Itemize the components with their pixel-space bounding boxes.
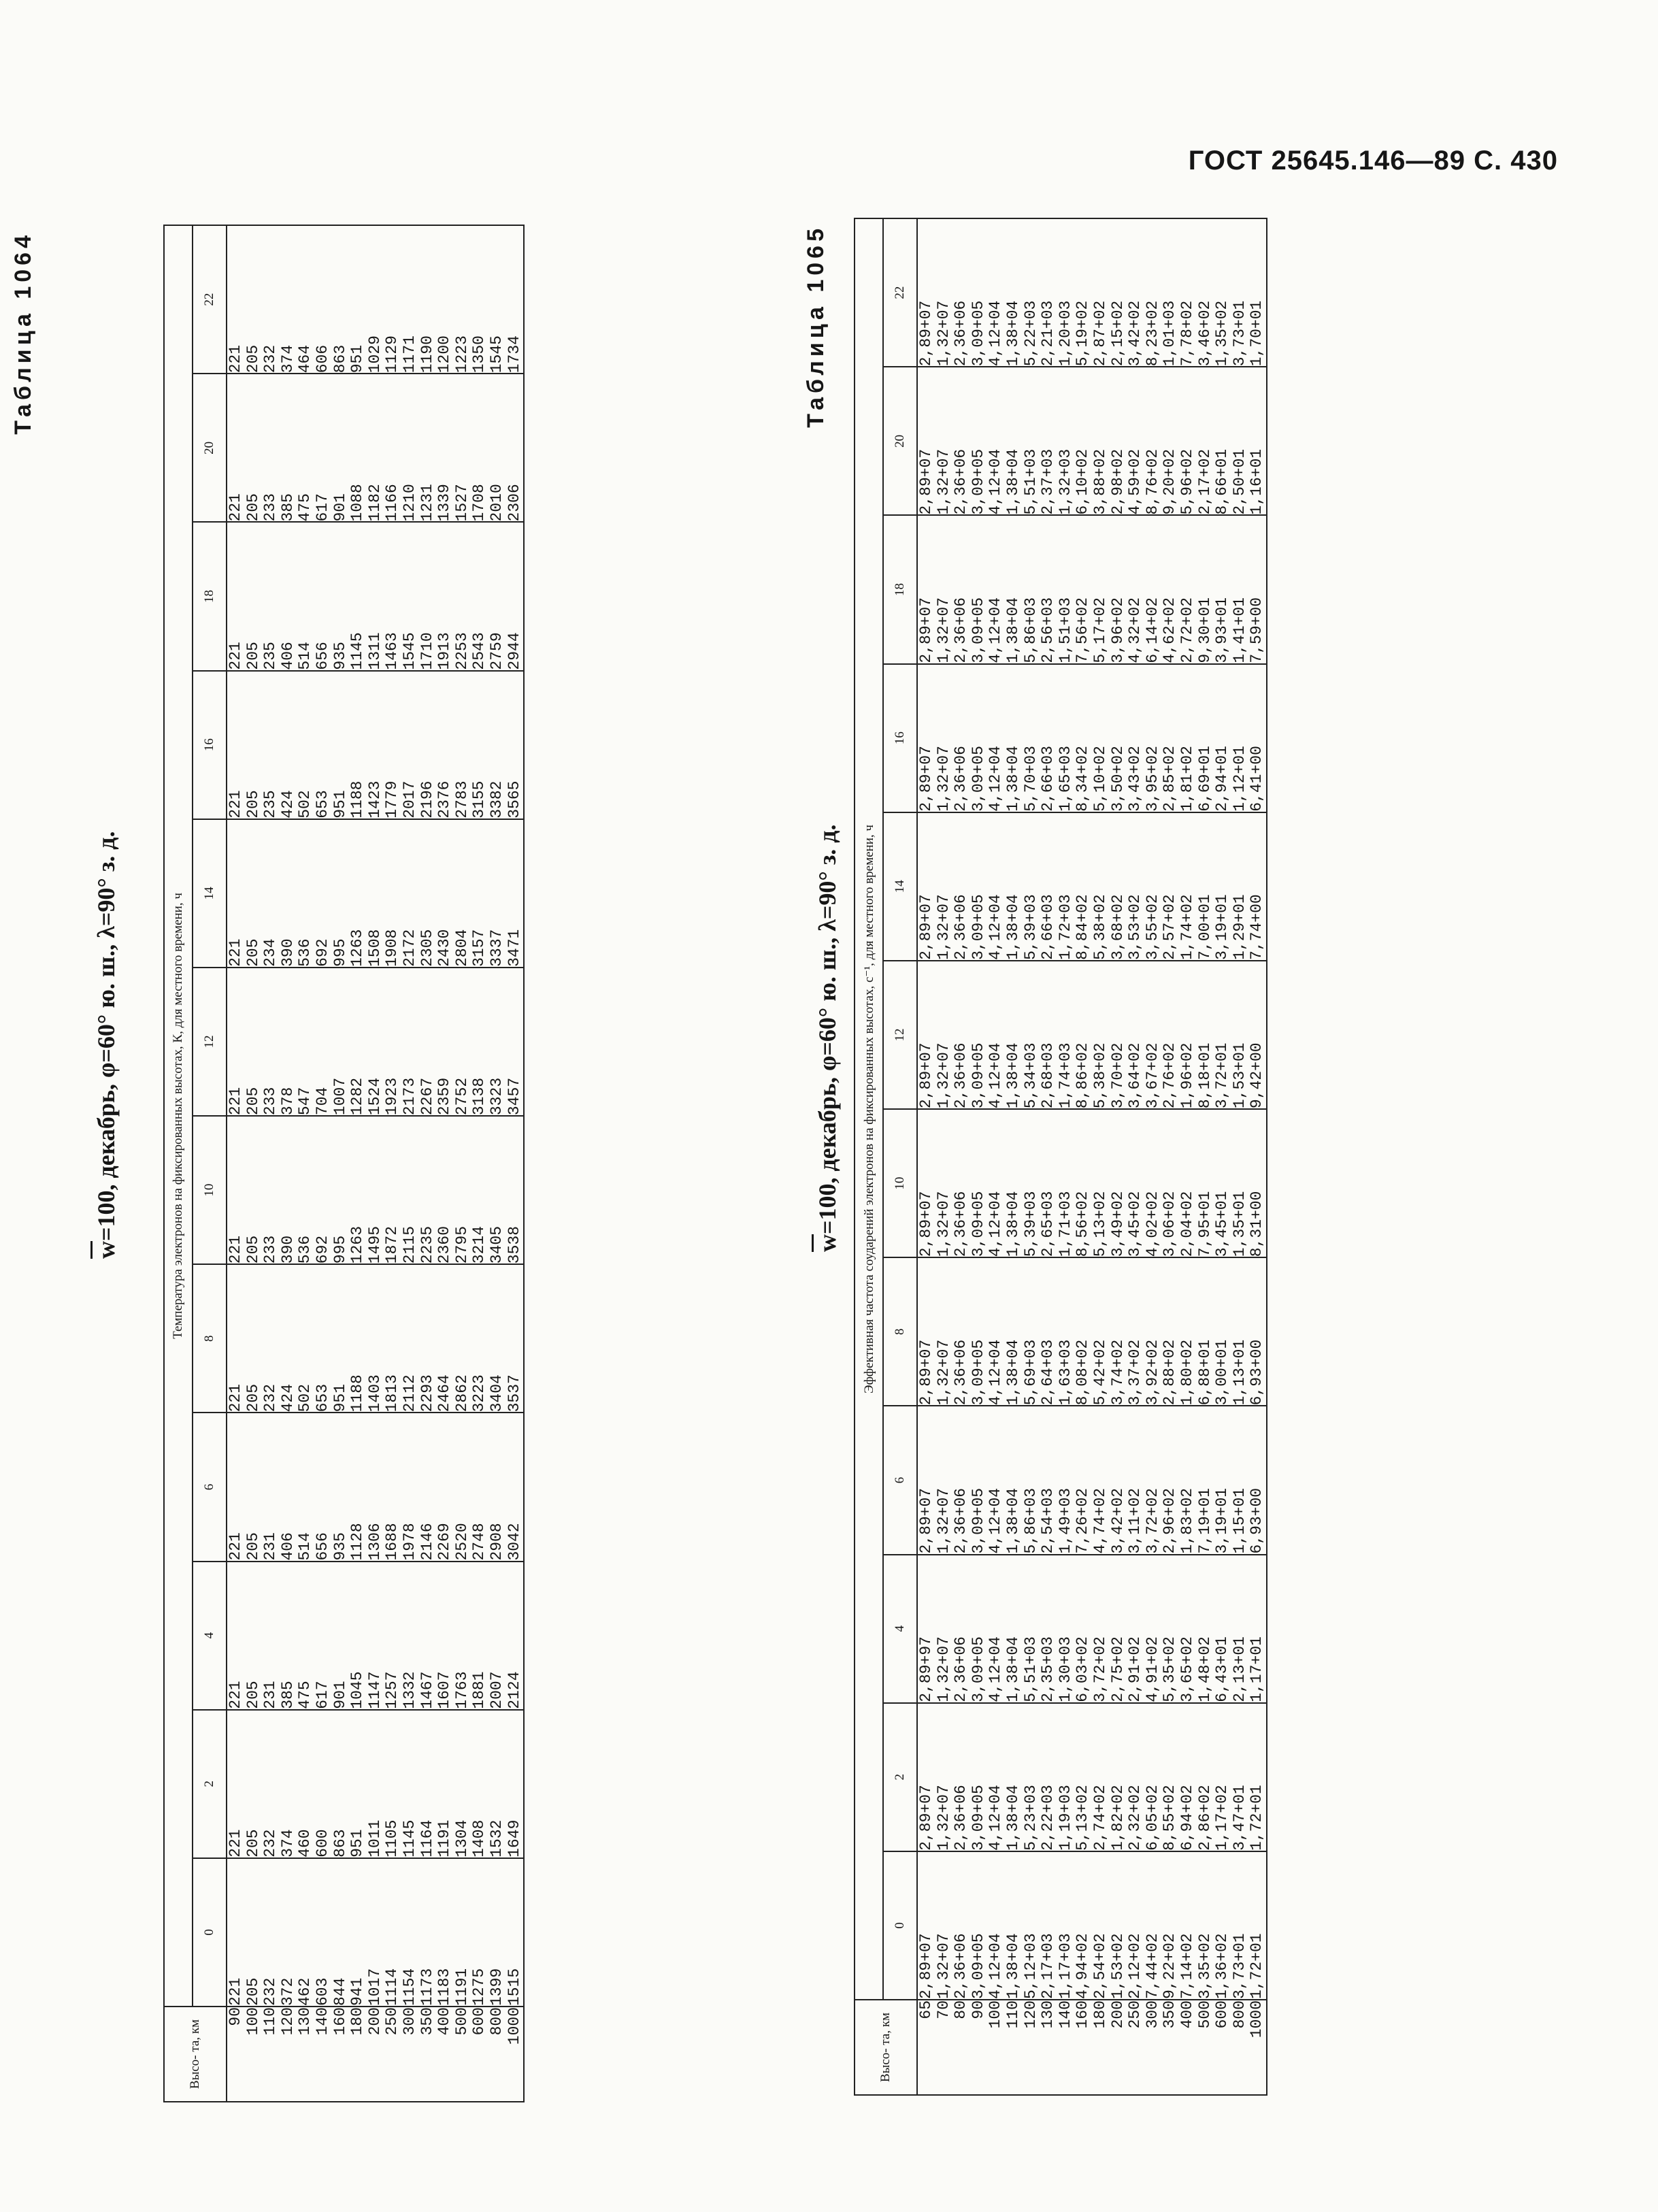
hour-column-header: 0 [193,1858,227,2007]
value-column: 221 205 232 424 502 653 951 1188 1403 1813 2112 2293 2464 2862 3223 3404 3537 [227,1264,524,1413]
subtitle-w-symbol: $\overline{w}$ [814,1234,841,1252]
hour-column-header: 16 [193,671,227,819]
altitude-column: 65 70 80 90 100 110 120 130 140 160 180 200 250 300 350 400 500 600 800 1000 [917,2000,1267,2095]
table-label: Таблица 1064 [10,231,36,435]
subtitle-text: =100, декабрь, φ=60° ю. ш., λ=90° з. д. [814,824,841,1234]
hour-column-header: 22 [193,225,227,374]
hour-column-header: 10 [193,1116,227,1264]
hour-column-header: 12 [883,961,917,1109]
hour-column-header: 20 [883,367,917,515]
hour-column-header: 0 [883,1851,917,2000]
hour-column-header: 6 [193,1413,227,1561]
altitude-column: 90 100 110 120 130 140 160 180 200 250 300 350 400 500 600 800 1000 [227,2007,524,2102]
value-column: 2,89+07 1,32+07 2,36+06 3,09+05 4,12+04 1,38+04 5,70+03 2,66+03 1,65+03 8,34+02 5,10+02 3,50+02 3,43+02 3,95+02 2,85+02 1,81+02 6,69+01 2,94+01 1,12+01 6,41+00 [917,664,1267,812]
value-column: 2,89+07 1,32+07 2,36+06 3,09+05 4,12+04 1,38+04 5,86+03 2,54+03 1,49+03 7,26+02 4,74+02 3,42+02 3,11+02 3,72+02 2,96+02 1,83+02 7,19+01 3,19+01 1,15+01 6,93+00 [917,1406,1267,1554]
value-column: 221 205 232 372 462 603 844 941 1017 1114 1154 1173 1183 1191 1275 1399 1515 [227,1858,524,2007]
value-column: 2,89+07 1,32+07 2,36+06 3,09+05 4,12+04 1,38+04 5,86+03 2,56+03 1,51+03 7,56+02 5,17+02 3,96+02 4,32+02 6,14+02 4,62+02 2,72+02 9,30+01 3,93+01 1,41+01 7,59+00 [917,515,1267,663]
value-column: 2,89+07 1,32+07 2,36+06 3,09+05 4,12+04 1,38+04 5,22+03 2,21+03 1,20+03 5,19+02 2,87+02 2,15+02 3,42+02 8,23+02 1,01+03 7,78+02 3,46+02 1,35+02 3,73+01 1,70+01 [917,218,1267,367]
hour-column-header: 10 [883,1109,917,1257]
table-subtitle [92,831,120,1259]
hour-column-header: 22 [883,218,917,367]
table-1065 [854,218,1267,2096]
altitude-header: Высо- та, км [855,2000,917,2095]
table-1065-block [803,218,1561,2096]
table-1064 [163,225,525,2102]
hour-column-header: 16 [883,664,917,812]
subtitle-w-symbol: $\overline{w}$ [93,1241,120,1259]
page-header: ГОСТ 25645.146—89 С. 430 [1188,146,1558,176]
value-column: 221 205 234 390 536 692 995 1263 1508 1908 2172 2305 2430 2804 3157 3337 3471 [227,819,524,968]
value-column: 221 205 235 406 514 656 935 1145 1311 1463 1545 1710 1913 2253 2543 2759 2944 [227,522,524,670]
value-column: 2,89+97 1,32+07 2,36+06 3,09+05 4,12+04 1,38+04 5,51+03 2,35+03 1,30+03 6,03+02 3,72+02 2,75+02 2,91+02 4,91+02 5,35+02 3,65+02 1,48+02 6,43+01 2,13+01 1,17+01 [917,1555,1267,1703]
table-label: Таблица 1065 [803,225,829,428]
hour-column-header: 8 [193,1264,227,1413]
hour-column-header: 6 [883,1406,917,1554]
hour-column-header: 4 [883,1555,917,1703]
hour-column-header: 8 [883,1257,917,1406]
table-subtitle [813,824,842,1252]
value-column: 2,89+07 1,32+07 2,36+06 3,09+05 4,12+04 1,38+04 5,39+03 2,66+03 1,72+03 8,84+02 5,38+02 3,68+02 3,53+02 3,55+02 2,57+02 1,74+02 7,00+01 3,19+01 1,29+01 7,74+00 [917,812,1267,961]
value-column: 2,89+07 1,32+07 2,36+06 3,09+05 4,12+04 1,38+04 5,69+03 2,64+03 1,63+03 8,08+02 5,42+02 3,74+02 3,37+02 3,92+02 2,88+02 1,80+02 6,88+01 3,00+01 1,13+01 6,93+00 [917,1257,1267,1406]
altitude-header: Высо- та, км [164,2007,227,2102]
hour-column-header: 18 [193,522,227,670]
hour-column-header: 12 [193,968,227,1116]
value-column: 2,89+07 1,32+07 2,36+06 3,09+05 4,12+04 1,38+04 5,23+03 2,22+03 1,19+03 5,13+02 2,74+02 1,82+02 2,32+02 6,05+02 8,55+02 6,94+02 2,86+02 1,17+02 3,47+01 1,72+01 [917,1703,1267,1851]
value-column: 221 205 235 424 502 653 951 1188 1423 1779 2017 2196 2376 2783 3155 3382 3565 [227,671,524,819]
value-column: 221 205 232 374 460 600 863 951 1011 1105 1145 1164 1191 1304 1408 1532 1649 [227,1710,524,1858]
hour-column-header: 20 [193,374,227,522]
group-header: Эффективная частота соударений электронов на фиксированных высотах, с⁻¹, для местного времени, ч [855,218,883,2000]
group-header: Температура электронов на фиксированных высотах, К, для местного времени, ч [164,225,193,2007]
hour-column-header: 14 [883,812,917,961]
value-column: 221 205 233 385 475 617 901 1088 1182 1166 1210 1231 1339 1527 1708 2010 2306 [227,374,524,522]
hour-column-header: 4 [193,1562,227,1710]
value-column: 221 205 233 378 547 704 1007 1282 1524 1923 2173 2267 2359 2752 3138 3323 3457 [227,968,524,1116]
value-column: 2,89+07 1,32+07 2,36+06 3,09+05 4,12+04 1,38+04 5,12+03 2,17+03 1,17+03 4,94+02 2,54+02 1,53+02 2,12+02 7,44+02 9,22+02 7,14+02 3,35+02 1,36+02 3,73+01 1,72+01 [917,1851,1267,2000]
value-column: 221 205 231 406 514 656 935 1128 1306 1688 1978 2146 2269 2520 2748 2908 3042 [227,1413,524,1561]
value-column: 221 205 232 374 464 606 863 951 1029 1129 1171 1190 1200 1223 1350 1545 1734 [227,225,524,374]
value-column: 221 205 231 385 475 617 901 1045 1147 1257 1332 1467 1607 1763 1881 2007 2124 [227,1562,524,1710]
hour-column-header: 2 [193,1710,227,1858]
value-column: 2,89+07 1,32+07 2,36+06 3,09+05 4,12+04 1,38+04 5,51+03 2,37+03 1,32+03 6,10+02 3,88+02 2,98+02 4,59+02 8,76+02 9,20+02 5,96+02 2,17+02 8,66+01 2,50+01 1,16+01 [917,367,1267,515]
value-column: 2,89+07 1,32+07 2,36+06 3,09+05 4,12+04 1,38+04 5,39+03 2,65+03 1,71+03 8,56+02 5,13+02 3,49+02 3,45+02 4,02+02 3,06+02 2,04+02 7,95+01 3,45+01 1,35+01 8,31+00 [917,1109,1267,1257]
subtitle-text: =100, декабрь, φ=60° ю. ш., λ=90° з. д. [93,831,120,1241]
hour-column-header: 18 [883,515,917,663]
value-column: 2,89+07 1,32+07 2,36+06 3,09+05 4,12+04 1,38+04 5,34+03 2,68+03 1,74+03 8,86+02 5,38+02 3,70+02 3,64+02 3,67+02 2,76+02 1,96+02 8,18+01 3,72+01 1,53+01 9,42+00 [917,961,1267,1109]
hour-column-header: 14 [193,819,227,968]
hour-column-header: 2 [883,1703,917,1851]
value-column: 221 205 233 390 536 692 995 1263 1495 1872 2115 2235 2360 2795 3214 3405 3538 [227,1116,524,1264]
